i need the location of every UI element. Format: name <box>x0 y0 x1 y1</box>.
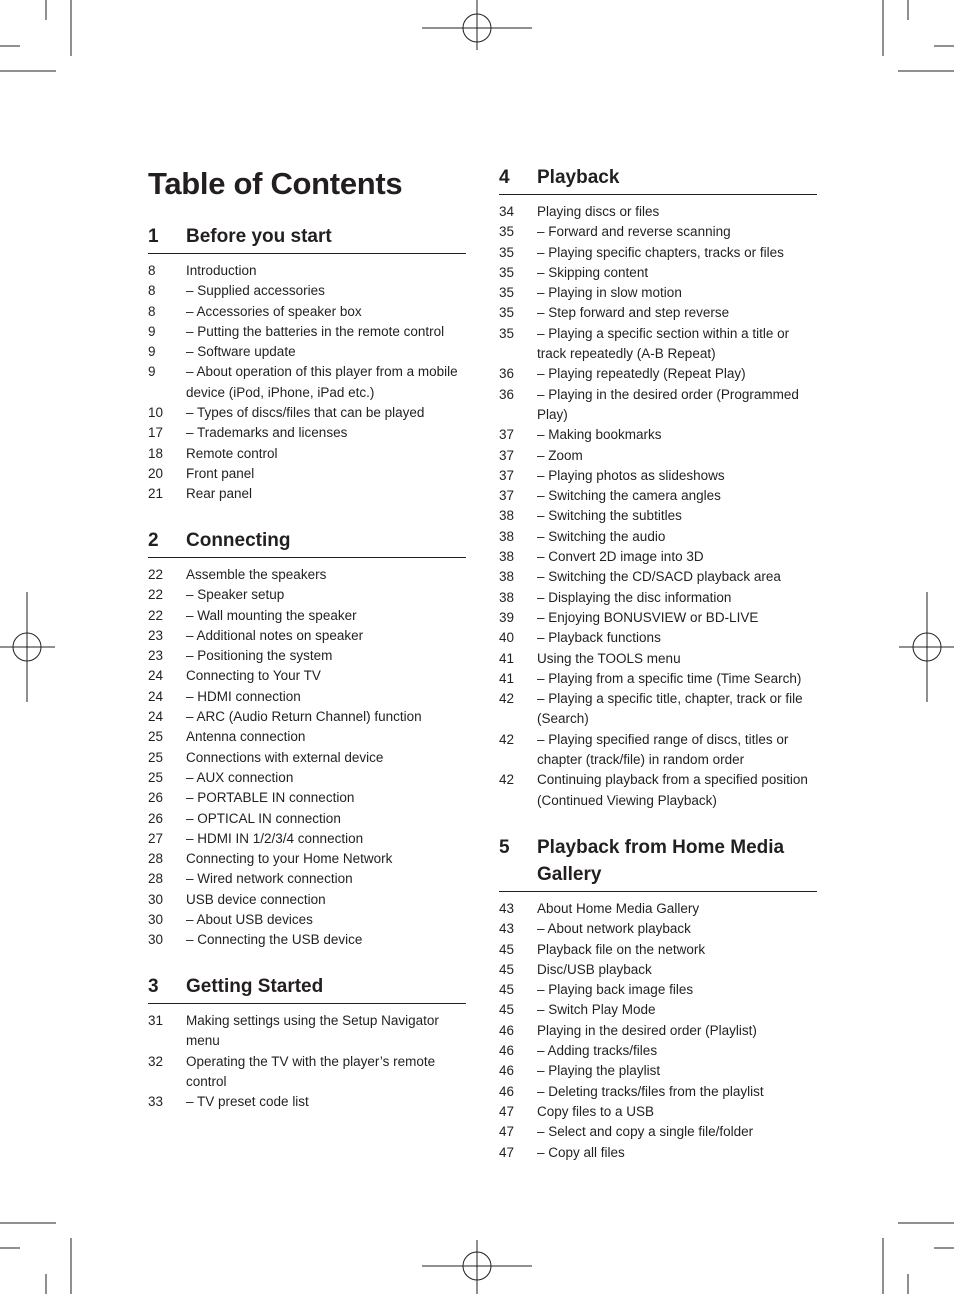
toc-entry[interactable] <box>499 547 817 567</box>
toc-entry[interactable] <box>499 919 817 939</box>
entry-page-number: 17 <box>148 425 164 441</box>
entry-page-number: 47 <box>499 1144 515 1160</box>
entry-title: – About network playback <box>537 921 691 937</box>
toc-entry[interactable] <box>499 567 817 587</box>
section-number: 3 <box>148 976 159 997</box>
entry-page-number: 46 <box>499 1083 515 1099</box>
toc-entry[interactable] <box>148 1052 466 1093</box>
entry-page-number: 35 <box>499 325 515 341</box>
section-before-you-start <box>148 223 466 505</box>
entry-title: – HDMI IN 1/2/3/4 connection <box>186 830 364 846</box>
entry-page-number: 24 <box>148 688 164 704</box>
section-title: Getting Started <box>186 976 324 997</box>
toc-entry[interactable] <box>499 486 817 506</box>
section-playback <box>499 164 817 811</box>
entry-title: – Connecting the USB device <box>186 932 363 948</box>
entry-page-number: 10 <box>148 405 164 421</box>
entry-page-number: 38 <box>499 589 515 605</box>
toc-entry[interactable] <box>499 324 817 365</box>
entry-title: – Speaker setup <box>186 587 285 603</box>
toc-entry[interactable] <box>499 669 817 689</box>
entry-page-number: 27 <box>148 830 164 846</box>
section-number: 5 <box>499 837 510 858</box>
entry-title: Copy files to a USB <box>537 1103 655 1119</box>
toc-entry[interactable] <box>499 283 817 303</box>
toc-entry[interactable] <box>499 1000 817 1020</box>
toc-entry[interactable] <box>499 1143 817 1163</box>
toc-entry[interactable] <box>499 364 817 384</box>
toc-entry[interactable] <box>148 342 466 362</box>
entry-list <box>499 202 817 811</box>
entry-title: – Playing from a specific time (Time Search) <box>537 670 802 686</box>
entry-page-number: 8 <box>148 303 156 319</box>
entry-title: – Switch Play Mode <box>537 1002 656 1018</box>
toc-entry[interactable] <box>499 466 817 486</box>
entry-title: – Copy all files <box>537 1144 625 1160</box>
toc-entry[interactable] <box>499 649 817 669</box>
entry-title: – AUX connection <box>186 769 294 785</box>
toc-entry[interactable] <box>148 565 466 585</box>
entry-title: Assemble the speakers <box>186 567 327 582</box>
entry-title: – Supplied accessories <box>186 283 325 299</box>
section-title: Before you start <box>186 226 332 247</box>
entry-title: – Skipping content <box>537 264 649 280</box>
section-title: Connecting <box>186 530 291 551</box>
toc-entry[interactable] <box>148 666 466 686</box>
toc-entry[interactable] <box>148 281 466 301</box>
entry-page-number: 24 <box>148 668 164 684</box>
entry-page-number: 35 <box>499 305 515 321</box>
entry-page-number: 30 <box>148 912 164 928</box>
section-heading <box>499 834 817 892</box>
entry-page-number: 28 <box>148 871 164 887</box>
entry-page-number: 46 <box>499 1043 515 1059</box>
toc-entry[interactable] <box>499 730 817 771</box>
entry-title: – Playing a specific section within a title or track repeatedly (A-B Repeat) <box>537 325 790 362</box>
entry-title: – Convert 2D image into 3D <box>537 549 704 565</box>
entry-page-number: 18 <box>148 445 164 461</box>
entry-page-number: 35 <box>499 264 515 280</box>
entry-title: – Switching the camera angles <box>537 488 721 504</box>
entry-title: – Switching the subtitles <box>537 508 682 524</box>
entry-title: Front panel <box>186 465 255 481</box>
toc-entry[interactable] <box>148 1092 466 1112</box>
entry-page-number: 43 <box>499 901 515 916</box>
toc-entry[interactable] <box>499 588 817 608</box>
toc-entry[interactable] <box>499 385 817 426</box>
entry-title: – ARC (Audio Return Channel) function <box>186 709 422 725</box>
toc-entry[interactable] <box>148 362 466 403</box>
entry-list <box>499 899 817 1163</box>
entry-page-number: 47 <box>499 1103 515 1119</box>
toc-entry[interactable] <box>148 302 466 322</box>
entry-page-number: 22 <box>148 567 164 582</box>
entry-title: – HDMI connection <box>186 688 301 704</box>
entry-title: – Putting the batteries in the remote control <box>186 323 445 339</box>
toc-entry[interactable] <box>499 425 817 445</box>
entry-title: – Playing a specific title, chapter, track or file (Search) <box>537 691 803 727</box>
entry-title: – Playing repeatedly (Repeat Play) <box>537 366 746 382</box>
entry-title: Antenna connection <box>186 729 306 745</box>
section-getting-started <box>148 973 466 1112</box>
entry-title: Connections with external device <box>186 749 384 765</box>
entry-page-number: 38 <box>499 528 515 544</box>
section-number: 4 <box>499 167 510 188</box>
toc-entry[interactable] <box>148 261 466 281</box>
entry-title: – Wall mounting the speaker <box>186 607 357 623</box>
entry-page-number: 35 <box>499 285 515 301</box>
section-heading <box>148 973 466 1004</box>
entry-page-number: 42 <box>499 691 515 707</box>
entry-page-number: 25 <box>148 729 164 745</box>
entry-page-number: 43 <box>499 921 515 937</box>
entry-title: USB device connection <box>186 891 326 907</box>
entry-title: – Forward and reverse scanning <box>537 224 731 240</box>
toc-entry[interactable] <box>499 980 817 1000</box>
entry-title: – Playing specific chapters, tracks or files <box>537 244 784 260</box>
section-title: Playback from Home Media Gallery <box>537 837 785 885</box>
entry-title: – About USB devices <box>186 912 313 928</box>
section-heading <box>148 223 466 254</box>
entry-title: – Making bookmarks <box>537 427 662 443</box>
entry-list <box>148 261 466 505</box>
entry-title: Remote control <box>186 445 278 461</box>
toc-entry[interactable] <box>499 202 817 222</box>
entry-page-number: 46 <box>499 1022 515 1038</box>
entry-title: Rear panel <box>186 486 253 502</box>
entry-title: – Trademarks and licenses <box>186 425 348 441</box>
entry-page-number: 24 <box>148 709 164 725</box>
entry-title: Continuing playback from a specified position (Continued Viewing Playback) <box>537 772 808 808</box>
entry-list <box>148 565 466 951</box>
toc-entry[interactable] <box>499 1102 817 1122</box>
entry-list <box>148 1011 466 1112</box>
entry-page-number: 30 <box>148 891 164 907</box>
toc-entry[interactable] <box>148 849 466 869</box>
entry-title: – Enjoying BONUSVIEW or BD-LIVE <box>537 609 759 625</box>
toc-entry[interactable] <box>148 707 466 727</box>
entry-title: – Types of discs/files that can be played <box>186 405 425 421</box>
entry-page-number: 40 <box>499 630 515 646</box>
toc-entry[interactable] <box>499 1041 817 1061</box>
toc-entry[interactable] <box>148 626 466 646</box>
toc-entry[interactable] <box>148 809 466 829</box>
toc-entry[interactable] <box>148 423 466 443</box>
entry-page-number: 42 <box>499 772 515 788</box>
entry-page-number: 30 <box>148 932 164 948</box>
entry-page-number: 26 <box>148 810 164 826</box>
toc-entry[interactable] <box>499 770 817 811</box>
toc-entry[interactable] <box>499 1061 817 1081</box>
entry-page-number: 45 <box>499 1002 515 1018</box>
entry-title: – TV preset code list <box>186 1094 309 1110</box>
entry-page-number: 9 <box>148 344 156 360</box>
entry-page-number: 38 <box>499 549 515 565</box>
toc-entry[interactable] <box>148 646 466 666</box>
toc-entry[interactable] <box>499 1021 817 1041</box>
entry-page-number: 42 <box>499 731 515 747</box>
entry-page-number: 45 <box>499 982 515 998</box>
toc-entry[interactable] <box>499 1122 817 1142</box>
entry-page-number: 45 <box>499 961 515 977</box>
entry-title: – Playback functions <box>537 630 661 646</box>
toc-entry[interactable] <box>148 484 466 504</box>
toc-entry[interactable] <box>148 403 466 423</box>
entry-page-number: 8 <box>148 263 156 278</box>
entry-title: Connecting to your Home Network <box>186 851 393 867</box>
entry-page-number: 22 <box>148 587 164 603</box>
toc-entry[interactable] <box>148 585 466 605</box>
toc-entry[interactable] <box>499 243 817 263</box>
entry-title: – Select and copy a single file/folder <box>537 1124 754 1140</box>
entry-page-number: 20 <box>148 465 164 481</box>
toc-entry[interactable] <box>148 869 466 889</box>
entry-title: – Software update <box>186 344 296 360</box>
entry-page-number: 41 <box>499 670 515 686</box>
entry-title: Playing in the desired order (Playlist) <box>537 1022 757 1038</box>
entry-title: – Step forward and step reverse <box>537 305 730 321</box>
entry-page-number: 37 <box>499 488 515 504</box>
entry-page-number: 37 <box>499 427 515 443</box>
entry-title: – PORTABLE IN connection <box>186 790 355 806</box>
section-number: 1 <box>148 226 159 247</box>
entry-title: – Playing the playlist <box>537 1063 661 1079</box>
entry-title: Playing discs or files <box>537 204 660 219</box>
toc-entry[interactable] <box>499 303 817 323</box>
entry-title: Disc/USB playback <box>537 961 652 977</box>
section-connecting <box>148 527 466 951</box>
entry-page-number: 23 <box>148 648 164 664</box>
entry-page-number: 8 <box>148 283 156 299</box>
toc-entry[interactable] <box>148 890 466 910</box>
toc-entry[interactable] <box>499 222 817 242</box>
entry-page-number: 22 <box>148 607 164 623</box>
entry-title: – Zoom <box>537 447 583 463</box>
section-heading <box>148 527 466 558</box>
entry-title: Using the TOOLS menu <box>537 650 681 666</box>
toc-entry[interactable] <box>499 506 817 526</box>
entry-title: About Home Media Gallery <box>537 901 700 916</box>
entry-page-number: 33 <box>148 1094 164 1110</box>
entry-page-number: 28 <box>148 851 164 867</box>
toc-entry[interactable] <box>499 446 817 466</box>
toc-entry[interactable] <box>148 727 466 747</box>
section-number: 2 <box>148 530 159 551</box>
entry-title: – Accessories of speaker box <box>186 303 362 319</box>
toc-entry[interactable] <box>499 628 817 648</box>
entry-page-number: 25 <box>148 749 164 765</box>
entry-title: – Displaying the disc information <box>537 589 732 605</box>
entry-page-number: 21 <box>148 486 164 502</box>
toc-entry[interactable] <box>148 687 466 707</box>
toc-entry[interactable] <box>499 689 817 730</box>
toc-entry[interactable] <box>499 899 817 919</box>
entry-page-number: 37 <box>499 447 515 463</box>
entry-title: – Switching the audio <box>537 528 666 544</box>
entry-title: – Playing in the desired order (Programmed Play) <box>537 386 799 422</box>
page-title: Table of Contents <box>148 166 403 201</box>
entry-title: Connecting to Your TV <box>186 668 321 684</box>
entry-title: Introduction <box>186 263 257 278</box>
entry-title: – Playing in slow motion <box>537 285 682 301</box>
entry-title: Operating the TV with the player’s remote control <box>186 1053 436 1089</box>
entry-title: – About operation of this player from a mobile device (iPod, iPhone, iPad etc.) <box>186 364 458 400</box>
entry-title: – Additional notes on speaker <box>186 627 364 643</box>
section-playback-from-home-media-gallery <box>499 834 817 1163</box>
entry-title: – Deleting tracks/files from the playlist <box>537 1083 764 1099</box>
entry-page-number: 36 <box>499 386 515 402</box>
entry-page-number: 34 <box>499 204 515 219</box>
toc-entry[interactable] <box>499 527 817 547</box>
entry-title: Making settings using the Setup Navigator menu <box>186 1013 439 1049</box>
entry-page-number: 23 <box>148 627 164 643</box>
entry-page-number: 26 <box>148 790 164 806</box>
entry-page-number: 47 <box>499 1124 515 1140</box>
entry-page-number: 31 <box>148 1013 164 1028</box>
entry-page-number: 25 <box>148 769 164 785</box>
entry-page-number: 9 <box>148 364 156 380</box>
toc-entry[interactable] <box>499 960 817 980</box>
entry-page-number: 46 <box>499 1063 515 1079</box>
entry-title: – Playing photos as slideshows <box>537 467 725 483</box>
toc-entry[interactable] <box>148 768 466 788</box>
toc-entry[interactable] <box>499 1082 817 1102</box>
section-title: Playback <box>537 167 620 188</box>
entry-page-number: 9 <box>148 323 156 339</box>
toc-entry[interactable] <box>148 910 466 930</box>
entry-title: – Adding tracks/files <box>537 1043 658 1059</box>
entry-title: Playback file on the network <box>537 941 706 957</box>
toc-entry[interactable] <box>499 940 817 960</box>
entry-page-number: 39 <box>499 609 515 625</box>
entry-title: – Playing back image files <box>537 982 694 998</box>
entry-page-number: 36 <box>499 366 515 382</box>
entry-page-number: 45 <box>499 941 515 957</box>
entry-title: – Positioning the system <box>186 648 333 664</box>
entry-title: – OPTICAL IN connection <box>186 810 341 826</box>
toc-entry[interactable] <box>148 464 466 484</box>
section-heading <box>499 164 817 195</box>
entry-page-number: 41 <box>499 650 515 666</box>
entry-page-number: 38 <box>499 508 515 524</box>
entry-page-number: 38 <box>499 569 515 585</box>
entry-page-number: 35 <box>499 224 515 240</box>
entry-page-number: 37 <box>499 467 515 483</box>
entry-title: – Wired network connection <box>186 871 353 887</box>
toc-entry[interactable] <box>148 322 466 342</box>
toc-entry[interactable] <box>148 748 466 768</box>
toc-entry[interactable] <box>499 263 817 283</box>
toc-entry[interactable] <box>148 444 466 464</box>
entry-title: – Playing specified range of discs, titles or chapter (track/file) in random order <box>537 731 789 768</box>
toc-entry[interactable] <box>148 1011 466 1052</box>
entry-page-number: 35 <box>499 244 515 260</box>
toc-entry[interactable] <box>148 829 466 849</box>
toc-entry[interactable] <box>148 606 466 626</box>
toc-entry[interactable] <box>148 930 466 950</box>
entry-page-number: 32 <box>148 1053 164 1069</box>
entry-title: – Switching the CD/SACD playback area <box>537 569 781 585</box>
toc-entry[interactable] <box>499 608 817 628</box>
toc-entry[interactable] <box>148 788 466 808</box>
